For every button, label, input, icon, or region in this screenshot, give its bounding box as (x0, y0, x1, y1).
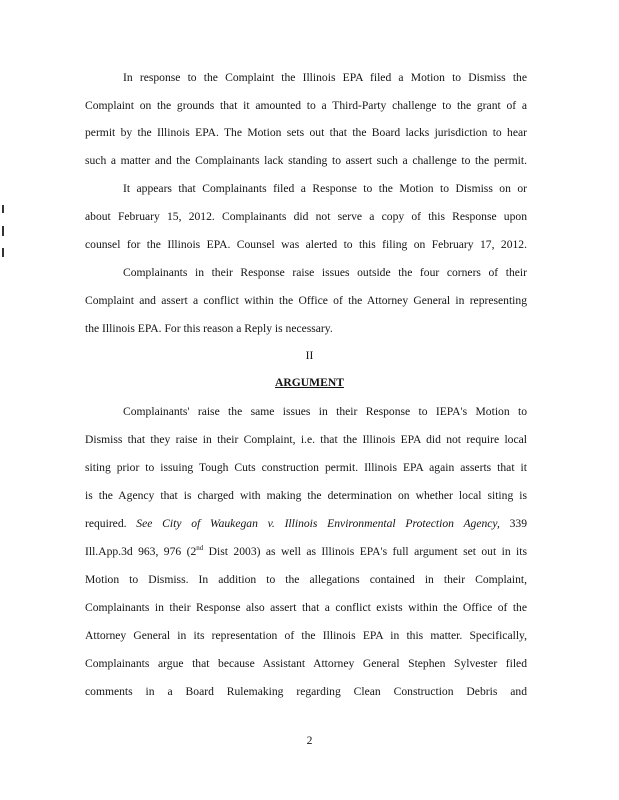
scan-mark (2, 248, 4, 257)
p4-line-2: Dismiss that they raise in their Complaint, i.e. that the Illinois EPA did not require local (85, 433, 527, 446)
p3-line-1: Complainants in their Response raise issues outside the four corners of their (123, 266, 527, 279)
p4-line-11: comments in a Board Rulemaking regarding Clean Construction Debris and (85, 685, 527, 698)
p1-line-4: such a matter and the Complainants lack standing to assert such a challenge to the permit. (85, 154, 527, 167)
p1-line-3: permit by the Illinois EPA. The Motion sets out that the Board lacks jurisdiction to hear (85, 126, 527, 139)
p4-line-5-post: 339 (509, 517, 527, 530)
p1-line-1: In response to the Complaint the Illinois EPA filed a Motion to Dismiss the (123, 71, 527, 84)
p4-line-5 (85, 517, 527, 531)
section-heading: ARGUMENT (275, 376, 344, 389)
scan-mark (2, 226, 4, 236)
p4-line-7: Motion to Dismiss. In addition to the allegations contained in their Complaint, (85, 573, 527, 586)
p4-line-9: Attorney General in its representation of the Illinois EPA in this matter. Specifically, (85, 629, 527, 642)
ordinal-superscript: nd (196, 544, 204, 553)
p3-line-3: the Illinois EPA. For this reason a Reply is necessary. (85, 322, 333, 335)
p4-line-10: Complainants argue that because Assistant Attorney General Stephen Sylvester filed (85, 657, 527, 670)
p4-line-4: is the Agency that is charged with making the determination on whether local siting is (85, 489, 527, 502)
case-citation: See City of Waukegan v. Illinois Environmental Protection Agency, (136, 517, 500, 530)
p4-line-6-post: Dist 2003) as well as Illinois EPA's full argument set out in its (203, 545, 527, 558)
p3-line-2: Complaint and assert a conflict within the Office of the Attorney General in representing (85, 294, 527, 307)
p2-line-2: about February 15, 2012. Complainants did not serve a copy of this Response upon (85, 210, 527, 223)
section-number: II (305, 349, 314, 362)
p4-line-8: Complainants in their Response also assert that a conflict exists within the Office of the (85, 601, 527, 614)
p4-line-5-pre: required. (85, 517, 127, 530)
scan-mark (2, 205, 4, 213)
page-number: 2 (306, 734, 313, 747)
p4-line-6 (85, 545, 527, 559)
p2-line-1: It appears that Complainants filed a Response to the Motion to Dismiss on or (123, 182, 527, 195)
p4-line-6-pre: Ill.App.3d 963, 976 (2 (85, 545, 197, 558)
p4-line-1: Complainants' raise the same issues in their Response to IEPA's Motion to (123, 405, 527, 418)
p2-line-3: counsel for the Illinois EPA. Counsel was alerted to this filing on February 17, 2012. (85, 238, 527, 251)
p4-line-3: siting prior to issuing Tough Cuts construction permit. Illinois EPA again asserts that it (85, 461, 527, 474)
p1-line-2: Complaint on the grounds that it amounted to a Third-Party challenge to the grant of a (85, 99, 527, 112)
